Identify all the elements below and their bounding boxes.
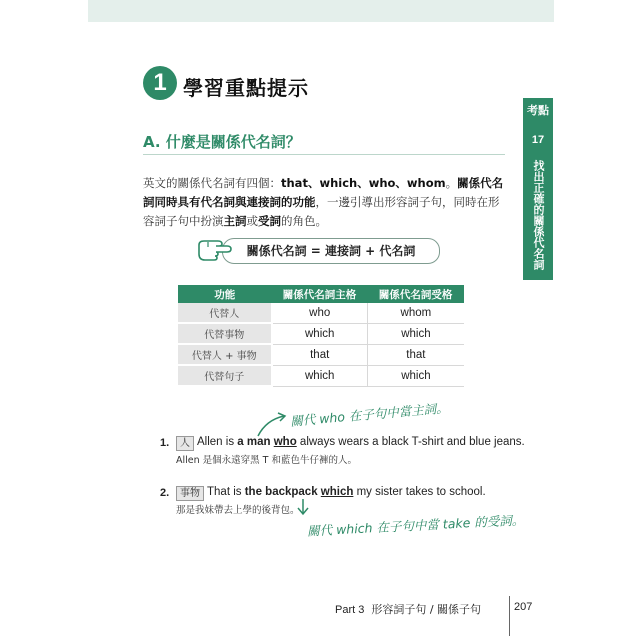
- section-title: 學習重點提示: [183, 76, 309, 100]
- side-tab-description: 找出正確的關係代名詞: [532, 160, 545, 270]
- sentence-antecedent: the backpack: [244, 486, 318, 498]
- para-text-9: 的角色。: [281, 214, 327, 228]
- example-tag: 事物: [176, 486, 204, 501]
- table-cell-label: 代替事物: [178, 323, 272, 344]
- footer-part: Part 3: [335, 604, 365, 616]
- sentence-part: That is: [207, 486, 245, 498]
- pointing-hand-icon: [196, 236, 234, 264]
- footer-divider: [509, 596, 510, 636]
- table-cell-object: that: [367, 344, 464, 365]
- example-translation: 那是我妹帶去上學的後背包。: [176, 505, 300, 516]
- example-sentence: [207, 486, 486, 498]
- side-tab-number: 17: [531, 134, 545, 146]
- page-number: 207: [514, 601, 533, 613]
- para-text-7: 或: [246, 214, 258, 228]
- table-header-row: [178, 285, 464, 303]
- para-text-5: ，一邊引導出形容詞子句，同時在形容詞子句中扮演: [143, 195, 500, 228]
- relative-pronoun-table: [178, 285, 464, 387]
- table-cell-subject: that: [272, 344, 368, 365]
- handwritten-note-who: 關代 who 在子句中當主詞。: [289, 400, 450, 429]
- table-cell-subject: which: [272, 365, 368, 386]
- para-pronouns: that、which、who、whom: [281, 176, 446, 190]
- sentence-relative-pronoun: which: [320, 486, 354, 498]
- table-cell-object: which: [367, 365, 464, 386]
- sentence-relative-pronoun: who: [273, 436, 297, 448]
- sentence-part: my sister takes to school.: [353, 486, 486, 498]
- subheading-divider: [143, 154, 505, 155]
- formula-text: 關係代名詞 = 連接詞 + 代名詞: [246, 244, 416, 258]
- para-subject: 主詞: [223, 214, 247, 228]
- subheading: A. 什麼是關係代名詞？: [143, 133, 301, 151]
- para-text-1: 英文的關係代名詞有四個：: [143, 176, 281, 190]
- para-text-3: 。: [445, 176, 458, 190]
- handwritten-note-which: 關代 which 在子句中當 take 的受詞。: [306, 512, 525, 539]
- table-cell-subject: which: [272, 323, 368, 344]
- table-header: 功能: [178, 285, 272, 303]
- example-tag: 人: [176, 436, 194, 451]
- example-number: 1.: [160, 437, 170, 449]
- top-color-band: [88, 0, 554, 22]
- intro-paragraph: [143, 174, 505, 231]
- example-translation: Allen 是個永遠穿黑 T 和藍色牛仔褲的人。: [176, 455, 358, 466]
- section-number-badge: 1: [143, 66, 177, 100]
- table-row: [178, 344, 464, 365]
- table-cell-object: which: [367, 323, 464, 344]
- table-cell-object: whom: [367, 303, 464, 323]
- note-arrow-icon: [295, 498, 311, 516]
- side-tab: [523, 98, 553, 280]
- table-cell-label: 代替句子: [178, 365, 272, 386]
- table-row: [178, 303, 464, 323]
- table-header: 關係代名詞受格: [367, 285, 464, 303]
- page-footer: [335, 601, 481, 617]
- formula-box: [222, 238, 440, 264]
- side-tab-label: 考點: [527, 104, 549, 117]
- sentence-antecedent: a man: [237, 436, 271, 448]
- sentence-part: always wears a black T-shirt and blue jeans.: [296, 436, 525, 448]
- para-object: 受詞: [258, 214, 281, 228]
- table-cell-subject: who: [272, 303, 368, 323]
- example-sentence: [197, 436, 525, 448]
- sentence-part: Allen is: [197, 436, 238, 448]
- table-cell-label: 代替人 + 事物: [178, 344, 272, 365]
- example-number: 2.: [160, 487, 170, 499]
- footer-title: 形容詞子句 / 關係子句: [371, 603, 482, 616]
- table-cell-label: 代替人: [178, 303, 272, 323]
- table-row: [178, 365, 464, 386]
- para-function: 關係代名詞同時具有代名詞與連接詞的功能: [143, 176, 504, 209]
- table-header: 關係代名詞主格: [272, 285, 368, 303]
- table-row: [178, 323, 464, 344]
- note-arrow-icon: [254, 410, 290, 438]
